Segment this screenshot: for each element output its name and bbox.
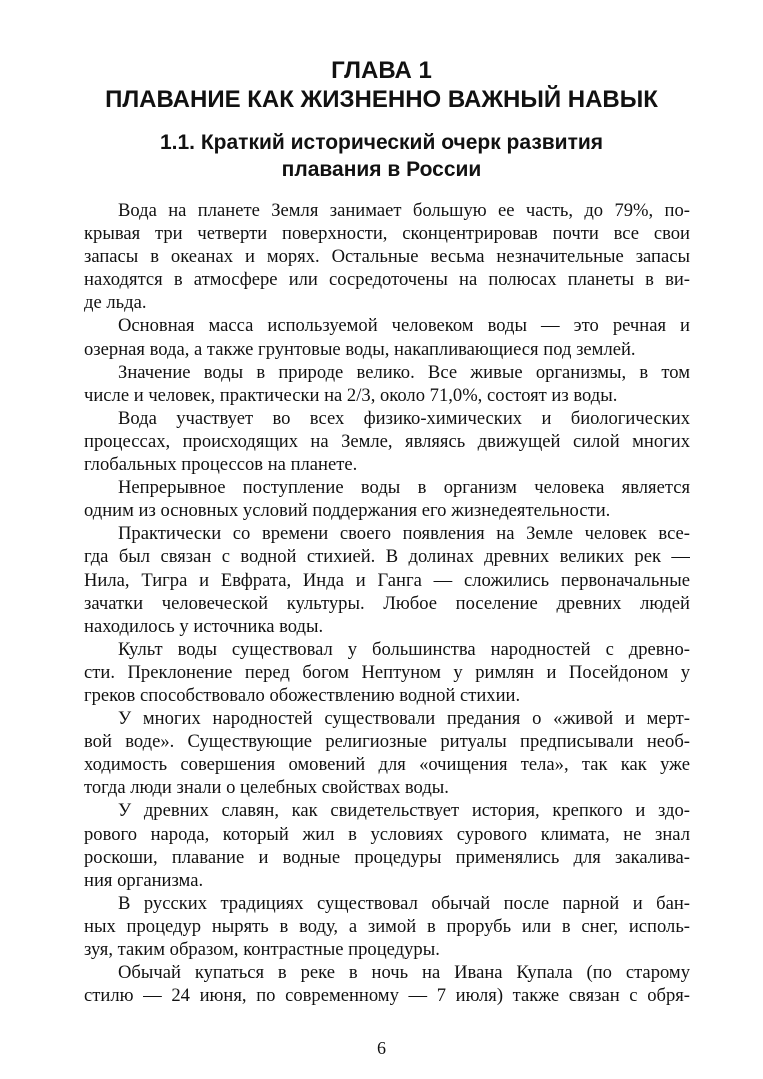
text-line: Значение воды в природе велико. Все живые организмы, в том	[118, 361, 690, 383]
paragraph	[84, 892, 690, 961]
text-line: вой воде». Существующие религиозные ритуалы предписывали необ-	[84, 731, 690, 753]
text-line: числе и человек, практически на 2/3, около 71,0%, состоят из воды.	[84, 384, 618, 406]
text-line: Нила, Тигра и Евфрата, Инда и Ганга — сложились первоначальные	[84, 569, 690, 591]
text-line: роскоши, плавание и водные процедуры применялись для закалива-	[84, 846, 690, 868]
text-line: зачатки человеческой культуры. Любое поселение древних людей	[84, 592, 690, 614]
paragraph	[84, 314, 690, 360]
section-heading	[0, 129, 763, 183]
paragraph	[84, 707, 690, 799]
text-line: У древних славян, как свидетельствует история, крепкого и здо-	[118, 800, 690, 822]
paragraph	[84, 476, 690, 522]
text-line: запасы в океанах и морях. Остальные весьма незначительные запасы	[84, 246, 690, 268]
text-line: одним из основных условий поддержания его жизнедеятельности.	[84, 500, 611, 522]
section-title-line: плавания в России	[281, 158, 482, 181]
text-line: ния организма.	[84, 869, 204, 891]
text-line: Непрерывное поступление воды в организм человека является	[118, 477, 690, 499]
paragraph	[84, 522, 690, 637]
text-line: находятся в атмосфере или сосредоточены на полюсах планеты в ви-	[84, 269, 690, 291]
chapter-heading	[0, 56, 763, 114]
text-line: У многих народностей существовали предания о «живой и мерт-	[118, 708, 690, 730]
text-line: рового народа, который жил в условиях сурового климата, не знал	[84, 823, 690, 845]
paragraph	[84, 961, 690, 1007]
text-line: глобальных процессов на планете.	[84, 454, 358, 476]
paragraph	[84, 199, 690, 314]
paragraph	[84, 638, 690, 707]
text-line: озерная вода, а также грунтовые воды, накапливающиеся под землей.	[84, 338, 636, 360]
body-text	[84, 199, 690, 1007]
text-line: Обычай купаться в реке в ночь на Ивана Купала (по старому	[118, 962, 690, 984]
text-line: греков способствовало обожествлению водной стихии.	[84, 684, 521, 706]
text-line: стилю — 24 июня, по современному — 7 июля) также связан с обря-	[84, 985, 690, 1007]
paragraph	[84, 407, 690, 476]
text-line: В русских традициях существовал обычай после парной и бан-	[118, 892, 690, 914]
text-line: тогда люди знали о целебных свойствах воды.	[84, 777, 449, 799]
text-line: зуя, таким образом, контрастные процедуры.	[84, 939, 440, 960]
text-line: ных процедур нырять в воду, а зимой в прорубь или в снег, исполь-	[84, 915, 690, 937]
chapter-title: ПЛАВАНИЕ КАК ЖИЗНЕННО ВАЖНЫЙ НАВЫК	[105, 86, 658, 113]
paragraph	[84, 799, 690, 891]
text-line: ходимость совершения омовений для «очищения тела», так как уже	[84, 754, 690, 776]
text-line: гда был связан с водной стихией. В долинах древних великих рек —	[84, 546, 690, 568]
text-line: Культ воды существовал у большинства народностей с древно-	[118, 638, 690, 660]
paragraph	[84, 361, 690, 407]
text-line: Практически со времени своего появления на Земле человек все-	[118, 523, 690, 545]
text-line: сти. Преклонение перед богом Нептуном у римлян и Посейдоном у	[84, 661, 690, 683]
text-line: де льда.	[84, 292, 147, 314]
text-line: Вода участвует во всех физико-химических и биологических	[118, 407, 690, 429]
chapter-number: ГЛАВА 1	[331, 57, 432, 84]
text-line: процессах, происходящих на Земле, являясь движущей силой многих	[84, 430, 690, 452]
page-number: 6	[377, 1038, 386, 1058]
text-line: крывая три четверти поверхности, сконцентрировав почти все свои	[84, 223, 690, 245]
section-title-line: 1.1. Краткий исторический очерк развития	[159, 131, 604, 154]
text-line: находилось у источника воды.	[84, 615, 324, 637]
text-line: Основная масса используемой человеком воды — это речная и	[118, 315, 690, 337]
text-line: Вода на планете Земля занимает большую ее часть, до 79%, по-	[118, 200, 690, 221]
